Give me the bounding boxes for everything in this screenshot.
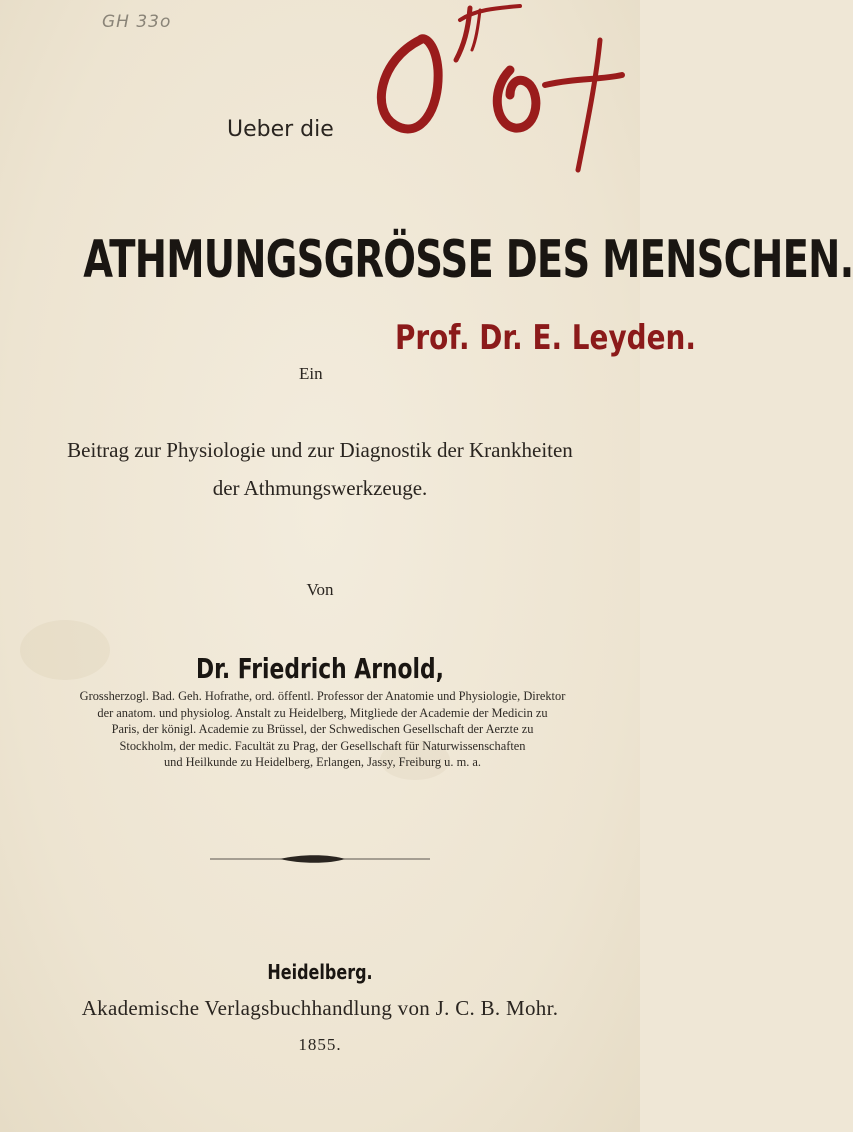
pencil-annotation: GH 33o: [102, 12, 172, 32]
pre-title: Ueber die: [227, 117, 334, 142]
dedication-stamp: Prof. Dr. E. Leyden.: [395, 318, 696, 358]
publisher: Akademische Verlagsbuchhandlung von J. C. B. Mohr.: [81, 996, 559, 1020]
credentials-line: Stockholm, der medic. Facultät zu Prag, der Gesellschaft für Naturwissenschaften: [119, 738, 526, 753]
genre-label: Ein: [299, 364, 323, 383]
by-label: Von: [306, 580, 334, 599]
credentials-line: Grossherzogl. Bad. Geh. Hofrathe, ord. öffentl. Professor der Anatomie und Physiologie, Direktor: [79, 689, 566, 703]
publication-year: 1855.: [298, 1035, 342, 1054]
publication-city: Heidelberg.: [267, 960, 373, 984]
ornamental-rule: [210, 852, 430, 866]
subtitle-line-1: Beitrag zur Physiologie und zur Diagnostik der Krankheiten: [67, 438, 573, 462]
credentials-line: der anatom. und physiolog. Anstalt zu Heidelberg, Mitgliede der Academie der Medicin zu: [97, 705, 548, 720]
main-title: ATHMUNGSGRÖSSE DES MENSCHEN.: [83, 230, 853, 290]
author-name: Dr. Friedrich Arnold,: [196, 652, 444, 685]
red-ink-annotation: [360, 0, 640, 190]
subtitle-line-2: der Athmungswerkzeuge.: [212, 476, 428, 500]
credentials-line: Paris, der königl. Academie zu Brüssel, der Schwedischen Gesellschaft der Aerzte zu: [111, 722, 534, 736]
author-credentials: [60, 688, 585, 771]
credentials-line: und Heilkunde zu Heidelberg, Erlangen, Jassy, Freiburg u. m. a.: [163, 755, 482, 769]
